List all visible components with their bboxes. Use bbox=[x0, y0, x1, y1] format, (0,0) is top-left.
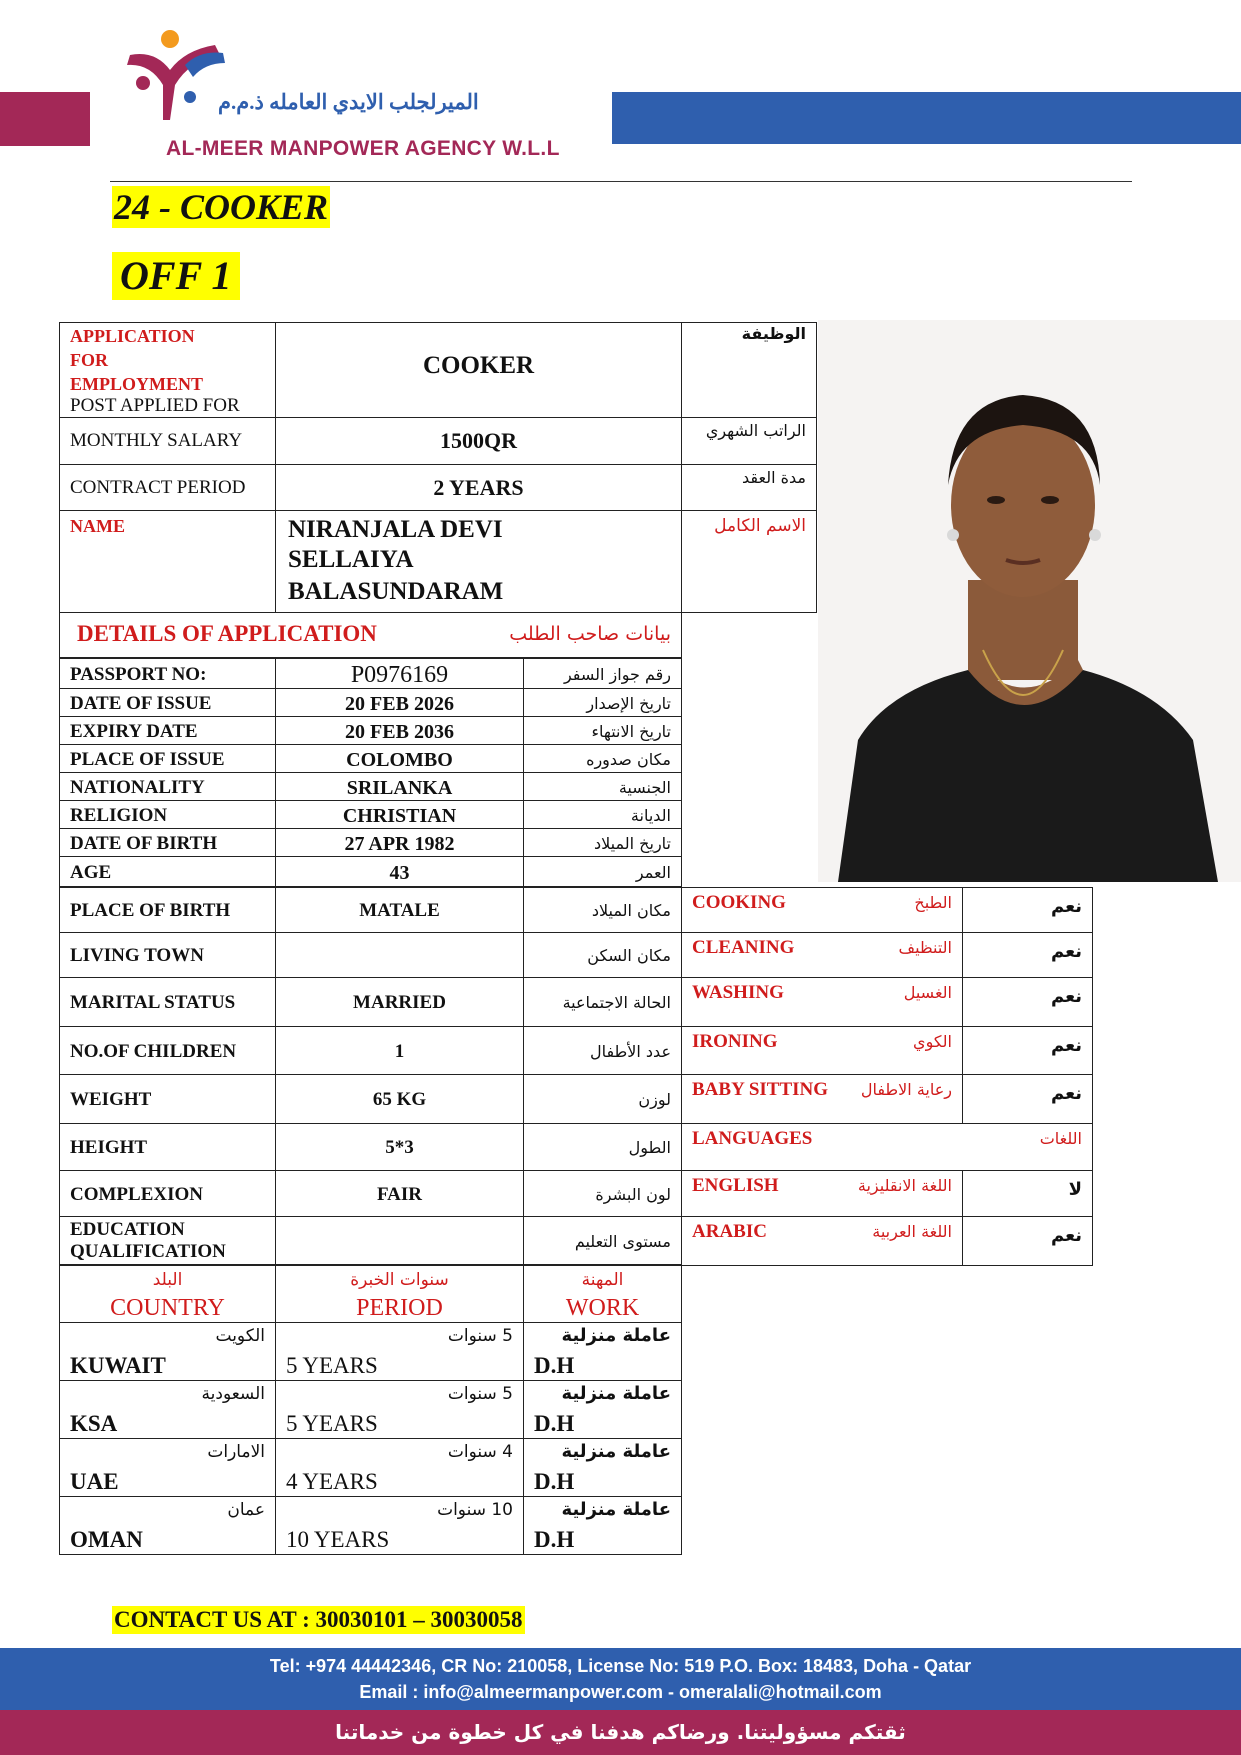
detail-value: 1 bbox=[394, 1041, 405, 1062]
experience-period: 5 YEARS bbox=[286, 1353, 378, 1378]
experience-work-arabic: عاملة منزلية bbox=[561, 1383, 671, 1404]
work-header: WORK bbox=[565, 1295, 640, 1321]
detail-value-cell bbox=[275, 1216, 524, 1266]
detail-ar-cell bbox=[523, 887, 682, 933]
detail-value-cell bbox=[275, 1123, 524, 1171]
detail-label-cell bbox=[59, 1123, 276, 1171]
detail-label-arabic: تاريخ الميلاد bbox=[594, 834, 671, 853]
detail-label: WEIGHT bbox=[70, 1089, 152, 1110]
applicant-photo bbox=[818, 320, 1241, 882]
detail-label-cell bbox=[59, 932, 276, 978]
period-header-arabic: سنوات الخبرة bbox=[350, 1270, 449, 1290]
detail-label-cell bbox=[59, 1216, 276, 1266]
detail-label: NATIONALITY bbox=[70, 777, 205, 798]
experience-country-arabic: السعودية bbox=[201, 1384, 265, 1404]
detail-value: MARRIED bbox=[353, 992, 446, 1013]
detail-label: NO.OF CHILDREN bbox=[70, 1041, 237, 1062]
experience-country: KUWAIT bbox=[70, 1353, 166, 1378]
detail-value: 27 APR 1982 bbox=[344, 833, 455, 855]
language-label: ARABIC bbox=[692, 1221, 767, 1242]
salary-value-cell bbox=[275, 417, 682, 465]
experience-country: UAE bbox=[70, 1469, 119, 1494]
detail-value: 43 bbox=[389, 862, 410, 884]
detail-value-cell bbox=[275, 744, 524, 773]
contact-numbers: CONTACT US AT : 30030101 – 30030058 bbox=[114, 1607, 523, 1632]
experience-period-arabic: 5 سنوات bbox=[447, 1384, 513, 1404]
post-label-arabic: الوظيفة bbox=[741, 324, 806, 343]
detail-value: 65 KG bbox=[372, 1089, 427, 1110]
details-heading: DETAILS OF APPLICATION bbox=[77, 621, 377, 646]
detail-label-arabic: رقم جواز السفر bbox=[563, 665, 671, 684]
footer-tagline-arabic: ثقتكم مسؤوليتنا. ورضاكم هدفنا في كل خطوة من خدماتنا bbox=[335, 1720, 906, 1744]
detail-value-cell bbox=[275, 772, 524, 801]
contract-label-arabic: مدة العقد bbox=[742, 468, 806, 487]
skill-label-cell bbox=[681, 1026, 963, 1075]
country-header-arabic: البلد bbox=[152, 1270, 183, 1290]
contract-label: CONTRACT PERIOD bbox=[70, 477, 246, 498]
skill-label-cell bbox=[681, 932, 963, 978]
detail-label-cell bbox=[59, 800, 276, 829]
languages-header-cell bbox=[681, 1123, 1093, 1171]
salary-value: 1500QR bbox=[440, 428, 517, 453]
language-value: لا bbox=[1068, 1179, 1082, 1200]
company-logo bbox=[115, 25, 235, 135]
detail-label: PLACE OF BIRTH bbox=[70, 900, 231, 921]
experience-period: 5 YEARS bbox=[286, 1411, 378, 1436]
contract-ar-cell bbox=[681, 464, 817, 511]
experience-work-cell bbox=[523, 1322, 682, 1381]
detail-label-cell bbox=[59, 856, 276, 887]
experience-country-cell bbox=[59, 1322, 276, 1381]
experience-period: 10 YEARS bbox=[286, 1527, 390, 1552]
detail-ar-cell bbox=[523, 688, 682, 717]
skill-label: IRONING bbox=[692, 1031, 778, 1052]
skill-label-arabic: الغسيل bbox=[903, 983, 952, 1002]
name-line1: NIRANJALA DEVI bbox=[288, 516, 503, 543]
skill-label-cell bbox=[681, 1074, 963, 1124]
detail-label: RELIGION bbox=[70, 805, 168, 826]
detail-value: FAIR bbox=[376, 1184, 423, 1205]
detail-ar-cell bbox=[523, 744, 682, 773]
skill-label-arabic: التنظيف bbox=[898, 938, 952, 957]
detail-value: 20 FEB 2036 bbox=[345, 721, 454, 743]
name-value-cell bbox=[275, 510, 682, 613]
detail-ar-cell bbox=[523, 1170, 682, 1217]
language-value-cell bbox=[962, 1216, 1093, 1266]
detail-label-cell bbox=[59, 1074, 276, 1124]
experience-period-arabic: 5 سنوات bbox=[447, 1326, 513, 1346]
detail-label: DATE OF ISSUE bbox=[70, 693, 212, 714]
detail-label: DATE OF BIRTH bbox=[70, 833, 218, 854]
detail-label-arabic: الحالة الاجتماعية bbox=[562, 993, 671, 1012]
experience-country-cell bbox=[59, 1496, 276, 1555]
experience-work-cell bbox=[523, 1496, 682, 1555]
office-label: OFF 1 bbox=[112, 252, 240, 300]
detail-value: MATALE bbox=[359, 900, 440, 921]
detail-value-cell bbox=[275, 688, 524, 717]
skill-value-cell bbox=[962, 1074, 1093, 1124]
skill-value-cell bbox=[962, 1026, 1093, 1075]
application-label-line2: FOR bbox=[70, 350, 108, 370]
detail-label: COMPLEXION bbox=[70, 1184, 203, 1205]
salary-label-arabic: الراتب الشهري bbox=[705, 421, 806, 440]
detail-value-cell bbox=[275, 887, 524, 933]
detail-value-cell bbox=[275, 658, 524, 689]
country-header: COUNTRY bbox=[110, 1295, 225, 1321]
detail-label-cell bbox=[59, 772, 276, 801]
detail-value: 20 FEB 2026 bbox=[345, 693, 454, 715]
company-name-english: AL-MEER MANPOWER AGENCY W.L.L bbox=[166, 137, 560, 160]
details-heading-cell bbox=[59, 612, 682, 658]
detail-label-cell bbox=[59, 716, 276, 745]
experience-country: KSA bbox=[70, 1411, 118, 1436]
language-label-cell bbox=[681, 1170, 963, 1217]
detail-label-arabic: عدد الأطفال bbox=[589, 1042, 671, 1061]
skill-value-cell bbox=[962, 887, 1093, 933]
experience-work: D.H bbox=[534, 1527, 575, 1552]
skill-label-arabic: الطبخ bbox=[914, 893, 952, 912]
post-value: COOKER bbox=[422, 352, 535, 379]
experience-work-arabic: عاملة منزلية bbox=[561, 1441, 671, 1462]
detail-label-arabic: مكان صدوره bbox=[586, 750, 671, 769]
experience-period-cell bbox=[275, 1322, 524, 1381]
detail-label-arabic: مستوى التعليم bbox=[574, 1232, 671, 1251]
experience-work: D.H bbox=[534, 1353, 575, 1378]
detail-value-cell bbox=[275, 932, 524, 978]
detail-ar-cell bbox=[523, 977, 682, 1027]
skill-label: CLEANING bbox=[692, 937, 795, 958]
name-label: NAME bbox=[70, 516, 125, 536]
detail-ar-cell bbox=[523, 1026, 682, 1075]
detail-ar-cell bbox=[523, 1123, 682, 1171]
detail-label-cell bbox=[59, 1170, 276, 1217]
period-header: PERIOD bbox=[356, 1295, 443, 1321]
detail-label-arabic: تاريخ الإصدار bbox=[586, 694, 671, 713]
header-divider bbox=[110, 181, 1132, 182]
application-label-line1: APPLICATION bbox=[70, 326, 195, 346]
detail-value-cell bbox=[275, 977, 524, 1027]
detail-label-arabic: الديانة bbox=[630, 806, 671, 825]
language-value: نعم bbox=[1050, 1225, 1082, 1246]
experience-work-cell bbox=[523, 1438, 682, 1497]
detail-label: HEIGHT bbox=[70, 1137, 148, 1158]
detail-label-line2: QUALIFICATION bbox=[70, 1241, 226, 1262]
experience-country-cell bbox=[59, 1380, 276, 1439]
application-label-line3: EMPLOYMENT bbox=[70, 374, 203, 394]
post-ar-cell bbox=[681, 322, 817, 418]
work-header-cell bbox=[523, 1264, 682, 1323]
detail-label-arabic: العمر bbox=[635, 863, 671, 882]
detail-label-cell bbox=[59, 887, 276, 933]
detail-value-cell bbox=[275, 1074, 524, 1124]
detail-label: EXPIRY DATE bbox=[70, 721, 198, 742]
languages-label: LANGUAGES bbox=[692, 1128, 813, 1149]
detail-value-cell bbox=[275, 800, 524, 829]
detail-label: LIVING TOWN bbox=[70, 945, 204, 966]
skill-value-cell bbox=[962, 932, 1093, 978]
skill-label: WASHING bbox=[692, 982, 784, 1003]
experience-country-cell bbox=[59, 1438, 276, 1497]
language-label-cell bbox=[681, 1216, 963, 1266]
detail-ar-cell bbox=[523, 828, 682, 857]
country-header-cell bbox=[59, 1264, 276, 1323]
skill-label: COOKING bbox=[692, 892, 786, 913]
detail-ar-cell bbox=[523, 658, 682, 689]
detail-value-cell bbox=[275, 828, 524, 857]
contract-value: 2 YEARS bbox=[433, 475, 524, 500]
job-code: 24 - COOKER bbox=[114, 187, 329, 227]
detail-label-arabic: مكان السكن bbox=[587, 946, 671, 965]
post-applied-label: POST APPLIED FOR bbox=[70, 395, 240, 416]
experience-country-arabic: عمان bbox=[227, 1500, 265, 1520]
skill-label-cell bbox=[681, 887, 963, 933]
detail-label-cell bbox=[59, 977, 276, 1027]
name-label-cell bbox=[59, 510, 276, 613]
detail-value: P0976169 bbox=[350, 662, 449, 688]
language-value-cell bbox=[962, 1170, 1093, 1217]
detail-value: SRILANKA bbox=[346, 777, 453, 799]
footer-phone-line: Tel: +974 44442346, CR No: 210058, License No: 519 P.O. Box: 18483, Doha - Qatar bbox=[269, 1656, 972, 1676]
detail-label: PASSPORT NO: bbox=[70, 664, 207, 685]
detail-label: AGE bbox=[70, 862, 112, 883]
detail-value-cell bbox=[275, 1026, 524, 1075]
skill-value: نعم bbox=[1050, 896, 1082, 917]
post-value-cell bbox=[275, 322, 682, 418]
name-line2: SELLAIYA bbox=[288, 546, 414, 573]
experience-work: D.H bbox=[534, 1469, 575, 1494]
footer-info-band bbox=[0, 1648, 1241, 1710]
experience-period: 4 YEARS bbox=[286, 1469, 378, 1494]
experience-period-cell bbox=[275, 1496, 524, 1555]
work-header-arabic: المهنة bbox=[581, 1270, 624, 1290]
experience-work: D.H bbox=[534, 1411, 575, 1436]
detail-label-cell bbox=[59, 688, 276, 717]
detail-value-cell bbox=[275, 1170, 524, 1217]
language-label: ENGLISH bbox=[692, 1175, 779, 1196]
languages-label-arabic: اللغات bbox=[1039, 1129, 1082, 1148]
skill-value: نعم bbox=[1050, 1035, 1082, 1056]
salary-label-cell bbox=[59, 417, 276, 465]
experience-work-arabic: عاملة منزلية bbox=[561, 1499, 671, 1520]
detail-value: COLOMBO bbox=[346, 749, 453, 771]
skill-value: نعم bbox=[1050, 986, 1082, 1007]
language-label-arabic: اللغة العربية bbox=[872, 1222, 952, 1241]
experience-period-cell bbox=[275, 1380, 524, 1439]
detail-label-arabic: الجنسية bbox=[618, 778, 671, 797]
detail-ar-cell bbox=[523, 932, 682, 978]
experience-country: OMAN bbox=[70, 1527, 143, 1552]
detail-ar-cell bbox=[523, 716, 682, 745]
experience-period-arabic: 4 سنوات bbox=[447, 1442, 513, 1462]
skill-label-arabic: الكوي bbox=[913, 1032, 952, 1051]
detail-label-cell bbox=[59, 658, 276, 689]
experience-country-arabic: الكويت bbox=[215, 1326, 265, 1346]
footer-email-line: Email : info@almeermanpower.com - omeralali@hotmail.com bbox=[359, 1682, 882, 1702]
detail-ar-cell bbox=[523, 800, 682, 829]
company-name-arabic: الميرلجلب الايدي العامله ذ.م.م bbox=[218, 90, 479, 114]
language-label-arabic: اللغة الانقليزية bbox=[857, 1176, 952, 1195]
detail-label-arabic: تاريخ الانتهاء bbox=[591, 722, 671, 741]
post-label-cell bbox=[59, 322, 276, 418]
experience-work-arabic: عاملة منزلية bbox=[561, 1325, 671, 1346]
detail-label: PLACE OF ISSUE bbox=[70, 749, 225, 770]
detail-label-cell bbox=[59, 828, 276, 857]
detail-ar-cell bbox=[523, 856, 682, 887]
detail-value-cell bbox=[275, 856, 524, 887]
experience-work-cell bbox=[523, 1380, 682, 1439]
contract-value-cell bbox=[275, 464, 682, 511]
header-bar-left bbox=[0, 92, 90, 146]
detail-ar-cell bbox=[523, 1074, 682, 1124]
name-ar-cell bbox=[681, 510, 817, 613]
experience-country-arabic: الامارات bbox=[207, 1442, 265, 1462]
skill-label: BABY SITTING bbox=[692, 1079, 829, 1100]
detail-label: MARITAL STATUS bbox=[70, 992, 236, 1013]
detail-value: CHRISTIAN bbox=[342, 805, 457, 827]
detail-label-cell bbox=[59, 1026, 276, 1075]
salary-ar-cell bbox=[681, 417, 817, 465]
detail-label-line1: EDUCATION bbox=[70, 1219, 185, 1240]
detail-label-arabic: الطول bbox=[628, 1138, 671, 1157]
skill-value: نعم bbox=[1050, 1083, 1082, 1104]
experience-period-cell bbox=[275, 1438, 524, 1497]
detail-ar-cell bbox=[523, 1216, 682, 1266]
detail-value-cell bbox=[275, 716, 524, 745]
salary-label: MONTHLY SALARY bbox=[70, 430, 243, 451]
detail-label-arabic: لون البشرة bbox=[595, 1185, 671, 1204]
detail-value: 5*3 bbox=[385, 1137, 414, 1158]
skill-label-arabic: رعاية الاطفال bbox=[860, 1080, 952, 1099]
header-bar-right bbox=[612, 92, 1241, 144]
detail-label-cell bbox=[59, 744, 276, 773]
detail-label-arabic: مكان الميلاد bbox=[591, 901, 671, 920]
contract-label-cell bbox=[59, 464, 276, 511]
footer-tagline-band bbox=[0, 1710, 1241, 1755]
period-header-cell bbox=[275, 1264, 524, 1323]
name-label-arabic: الاسم الكامل bbox=[714, 516, 806, 536]
skill-value: نعم bbox=[1050, 941, 1082, 962]
name-line3: BALASUNDARAM bbox=[288, 578, 504, 605]
details-heading-arabic: بيانات صاحب الطلب bbox=[509, 623, 671, 645]
experience-period-arabic: 10 سنوات bbox=[437, 1500, 513, 1520]
detail-label-arabic: لوزن bbox=[638, 1090, 671, 1109]
detail-ar-cell bbox=[523, 772, 682, 801]
skill-label-cell bbox=[681, 977, 963, 1027]
skill-value-cell bbox=[962, 977, 1093, 1027]
